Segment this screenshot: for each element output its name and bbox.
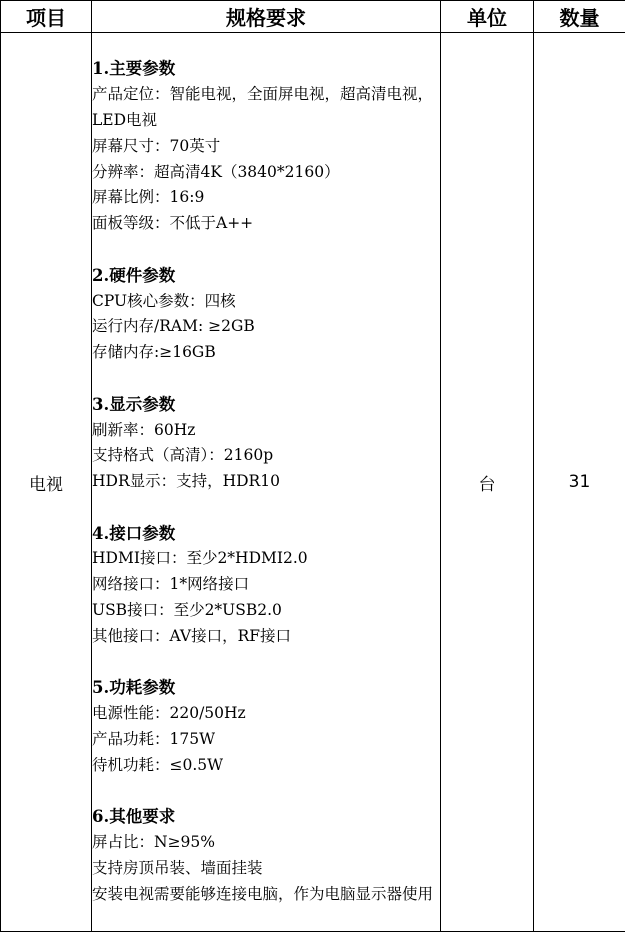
spec-line: 产品定位：智能电视，全面屏电视，超高清电视，LED电视 bbox=[92, 85, 434, 129]
spec-section-hardware bbox=[92, 263, 440, 366]
section-heading: 2.硬件参数 bbox=[92, 265, 176, 285]
spec-line: 产品功耗：175W bbox=[92, 730, 216, 749]
spec-line: 网络接口：1*网络接口 bbox=[92, 575, 250, 594]
spec-section-interfaces bbox=[92, 521, 440, 650]
section-heading: 5.功耗参数 bbox=[92, 678, 176, 698]
header-qty: 数量 bbox=[534, 1, 625, 33]
table-row bbox=[1, 33, 625, 932]
section-heading: 1.主要参数 bbox=[92, 59, 176, 79]
spec-line: 屏幕尺寸：70英寸 bbox=[92, 136, 221, 155]
spec-line: 其他接口：AV接口，RF接口 bbox=[92, 626, 292, 645]
header-unit: 单位 bbox=[441, 1, 534, 33]
spec-line: 存储内存:≥16GB bbox=[92, 343, 216, 362]
item-cell: 电视 bbox=[1, 33, 92, 932]
spec-line: 屏占比：N≥95% bbox=[92, 833, 216, 852]
spec-line: 分辨率：超高清4K（3840*2160） bbox=[92, 162, 340, 181]
section-heading: 4.接口参数 bbox=[92, 523, 176, 543]
spec-cell bbox=[92, 33, 441, 932]
header-row bbox=[1, 1, 625, 33]
spec-line: 电源性能：220/50Hz bbox=[92, 704, 246, 723]
spec-line: 支持房顶吊装、墙面挂装 bbox=[92, 859, 263, 878]
spec-line: USB接口：至少2*USB2.0 bbox=[92, 601, 282, 620]
unit-cell: 台 bbox=[441, 33, 534, 932]
spec-line: 刷新率：60Hz bbox=[92, 420, 196, 439]
header-item: 项目 bbox=[1, 1, 92, 33]
quantity-cell: 31 bbox=[534, 33, 625, 932]
spec-line: 运行内存/RAM: ≥2GB bbox=[92, 317, 255, 336]
spec-section-display bbox=[92, 392, 440, 495]
header-spec: 规格要求 bbox=[92, 1, 441, 33]
spec-section-other bbox=[92, 804, 440, 907]
spec-line: 待机功耗：≤0.5W bbox=[92, 755, 224, 774]
spec-line: 安装电视需要能够连接电脑，作为电脑显示器使用 bbox=[92, 884, 434, 903]
spec-line: HDR显示：支持，HDR10 bbox=[92, 472, 280, 491]
spec-line: CPU核心参数：四核 bbox=[92, 291, 236, 310]
spec-line: 屏幕比例：16:9 bbox=[92, 188, 205, 207]
spec-line: HDMI接口：至少2*HDMI2.0 bbox=[92, 549, 308, 568]
section-heading: 6.其他要求 bbox=[92, 807, 176, 827]
spec-line: 支持格式（高清）：2160p bbox=[92, 446, 274, 465]
spec-section-main bbox=[92, 56, 440, 237]
spec-section-power bbox=[92, 675, 440, 778]
section-heading: 3.显示参数 bbox=[92, 394, 176, 414]
spec-line: 面板等级：不低于A++ bbox=[92, 214, 254, 233]
